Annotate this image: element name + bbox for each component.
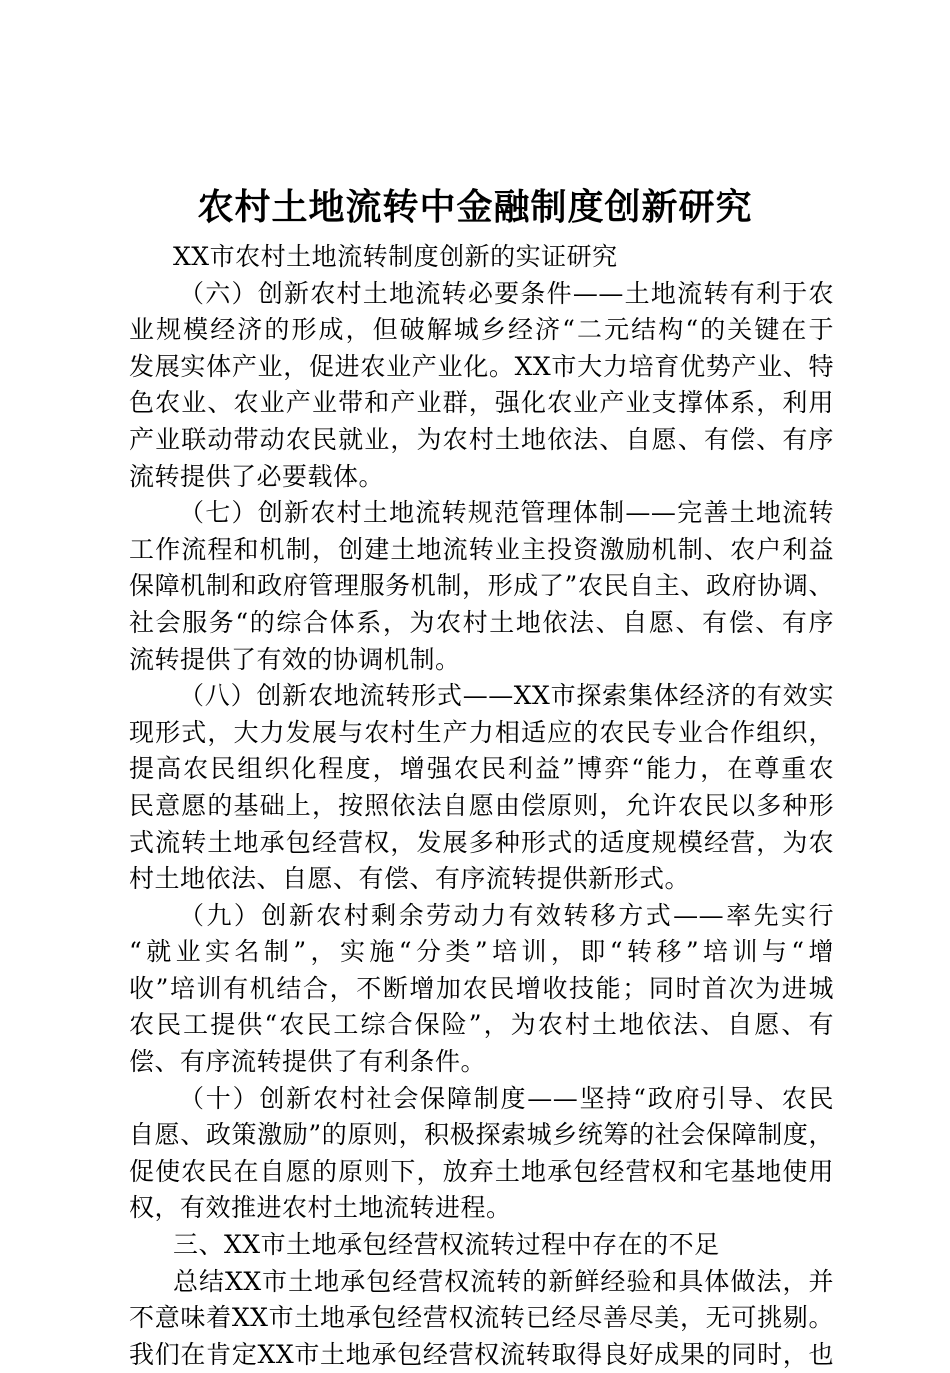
paragraph-line: （八）创新农地流转形式——XX市探索集体经济的有效实 [179,681,834,711]
document-body [129,239,834,1373]
paragraph-line: 流转提供了必要载体。 [129,461,385,491]
paragraph-line: 民意愿的基础上，按照依法自愿由偿原则，允许农民以多种形 [129,790,834,820]
paragraph-line: 促使农民在自愿的原则下，放弃土地承包经营权和宅基地使用 [129,1156,834,1186]
paragraph-line: 我们在肯定XX市土地承包经营权流转取得良好成果的同时，也 [129,1339,834,1369]
paragraph-line: 收”培训有机结合，不断增加农民增收技能；同时首次为进城 [129,973,834,1003]
paragraph-line: 发展实体产业，促进农业产业化。XX市大力培育优势产业、特 [129,351,834,381]
paragraph-line: 流转提供了有效的协调机制。 [129,644,461,674]
paragraph-line: 工作流程和机制，创建土地流转业主投资激励机制、农户利益 [129,534,834,564]
subheading: XX市农村土地流转制度创新的实证研究 [173,242,618,271]
paragraph-line: 业规模经济的形成，但破解城乡经济“二元结构“的关键在于 [129,315,834,345]
paragraph-line: 自愿、政策激励”的原则，积极探索城乡统筹的社会保障制度， [129,1120,834,1150]
section-heading: 三、XX市土地承包经营权流转过程中存在的不足 [173,1230,720,1260]
paragraph-line: 总结XX市土地承包经营权流转的新鲜经验和具体做法，并 [173,1266,834,1296]
paragraph-line: 提高农民组织化程度，增强农民利益”博弈“能力，在尊重农 [129,754,834,784]
paragraph-line: （十）创新农村社会保障制度——坚持“政府引导、农民 [179,1083,834,1113]
paragraph-line: 农民工提供“农民工综合保险”，为农村土地依法、自愿、有 [129,1010,834,1040]
paragraph-line: （六）创新农村土地流转必要条件——土地流转有利于农 [179,278,834,308]
paragraph-line: 产业联动带动农民就业，为农村土地依法、自愿、有偿、有序 [129,424,834,454]
paragraph-line: “就业实名制”，实施“分类”培训，即“转移”培训与“增 [129,937,834,967]
paragraph-line: 色农业、农业产业带和产业群，强化农业产业支撑体系，利用 [129,388,834,418]
paragraph-line: 保障机制和政府管理服务机制，形成了”农民自主、政府协调、 [129,571,834,601]
paragraph-line: （七）创新农村土地流转规范管理体制——完善土地流转 [179,498,834,528]
paragraph-line: 偿、有序流转提供了有利条件。 [129,1047,487,1077]
document-title: 农村土地流转中金融制度创新研究 [197,187,753,228]
paragraph-line: 式流转土地承包经营权，发展多种形式的适度规模经营，为农 [129,827,834,857]
paragraph-line: 现形式，大力发展与农村生产力相适应的农民专业合作组织， [129,717,834,747]
paragraph-line: 社会服务“的综合体系，为农村土地依法、自愿、有偿、有序 [129,607,834,637]
paragraph-line: 不意味着XX市土地承包经营权流转已经尽善尽美，无可挑剔。 [129,1303,834,1333]
paragraph-line: （九）创新农村剩余劳动力有效转移方式——率先实行 [179,900,834,930]
paragraph-line: 村土地依法、自愿、有偿、有序流转提供新形式。 [129,864,691,894]
paragraph-line: 权，有效推进农村土地流转进程。 [129,1193,512,1223]
